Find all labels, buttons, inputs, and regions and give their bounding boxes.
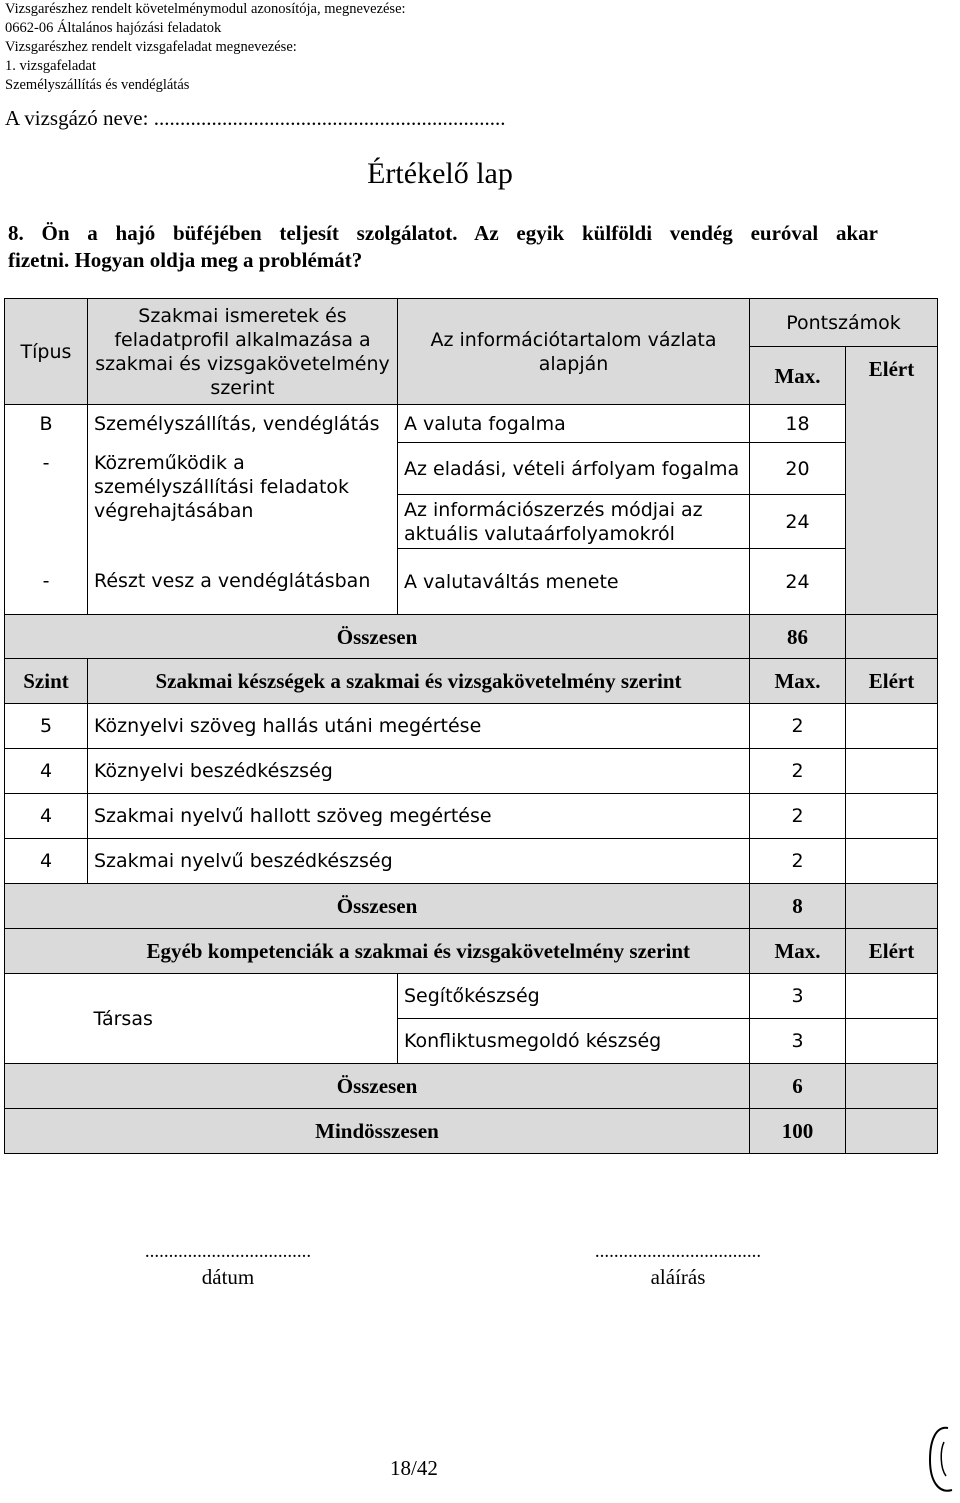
skill-max: 2	[750, 749, 846, 794]
row-profile: Személyszállítás, vendéglátás	[88, 405, 398, 443]
skills-name-header: Szakmai készségek a szakmai és vizsgakövetelmény szerint	[88, 659, 750, 704]
header-line: Vizsgarészhez rendelt vizsgafeladat megnevezése:	[5, 39, 297, 55]
header-line: 1. vizsgafeladat	[5, 58, 96, 74]
signature-line: ...................................	[594, 1241, 762, 1262]
row-info: A valuta fogalma	[398, 405, 750, 443]
skill-level: 4	[5, 839, 88, 884]
skill-level: 4	[5, 749, 88, 794]
skills-total-achieved	[846, 884, 938, 929]
row-info: Az információszerzés módjai az aktuális valutaárfolyamokról	[398, 495, 750, 549]
skill-achieved	[846, 794, 938, 839]
skill-name: Köznyelvi beszédkészség	[88, 749, 750, 794]
other-group: Társas	[88, 974, 398, 1064]
date-line: ...................................	[144, 1241, 312, 1262]
question-line-2: fizetni. Hogyan oldja meg a problémát?	[8, 248, 363, 272]
skill-achieved	[846, 749, 938, 794]
grand-total-label: Mindösszesen	[5, 1109, 750, 1154]
grand-total-value: 100	[750, 1109, 846, 1154]
other-total-label: Összesen	[5, 1064, 750, 1109]
skills-total-value: 8	[750, 884, 846, 929]
page-title: Értékelő lap	[367, 157, 513, 190]
skill-max: 2	[750, 839, 846, 884]
other-max-header: Max.	[750, 929, 846, 974]
row-type: -	[5, 549, 88, 615]
skill-name: Szakmai nyelvű beszédkészség	[88, 839, 750, 884]
skill-achieved	[846, 704, 938, 749]
other-item-name: Segítőkészség	[398, 974, 750, 1019]
row-type: -	[5, 443, 88, 549]
candidate-name-field: A vizsgázó neve: ...................................................................	[5, 106, 506, 130]
skills-achieved-header: Elért	[846, 659, 938, 704]
header-line: Vizsgarészhez rendelt követelménymodul azonosítója, megnevezése:	[5, 1, 406, 17]
evaluation-table	[4, 298, 938, 1154]
col-points-header: Pontszámok	[750, 299, 938, 347]
other-item-max: 3	[750, 974, 846, 1019]
col-max-header: Max.	[750, 347, 846, 405]
skill-level: 5	[5, 704, 88, 749]
skill-name: Köznyelvi szöveg hallás utáni megértése	[88, 704, 750, 749]
skill-max: 2	[750, 704, 846, 749]
other-item-max: 3	[750, 1019, 846, 1064]
row-profile: Közreműködik a személyszállítási feladatok végrehajtásában	[88, 443, 398, 549]
total-achieved	[846, 615, 938, 659]
question-line-1: 8. Ön a hajó büféjében teljesít szolgálatot. Az egyik külföldi vendég euróval akar	[8, 221, 878, 245]
row-max: 20	[750, 443, 846, 495]
col-type-header: Típus	[5, 299, 88, 405]
date-label: dátum	[201, 1265, 255, 1289]
col-profile-header: Szakmai ismeretek és feladatprofil alkalmazása a szakmai és vizsgakövetelmény szerint	[88, 299, 398, 405]
col-achieved-header: Elért	[846, 347, 938, 615]
other-header: Egyéb kompetenciák a szakmai és vizsgakövetelmény szerint	[88, 929, 750, 974]
signature-label: aláírás	[650, 1265, 706, 1289]
skill-name: Szakmai nyelvű hallott szöveg megértése	[88, 794, 750, 839]
skill-level: 4	[5, 794, 88, 839]
other-item-name: Konfliktusmegoldó készség	[398, 1019, 750, 1064]
skill-max: 2	[750, 794, 846, 839]
other-header-spacer	[5, 929, 88, 974]
row-max: 18	[750, 405, 846, 443]
skills-total-label: Összesen	[5, 884, 750, 929]
row-max: 24	[750, 495, 846, 549]
header-line: 0662-06 Általános hajózási feladatok	[5, 20, 222, 36]
row-info: A valutaváltás menete	[398, 549, 750, 615]
total-value: 86	[750, 615, 846, 659]
other-item-achieved	[846, 974, 938, 1019]
row-info: Az eladási, vételi árfolyam fogalma	[398, 443, 750, 495]
grand-total-achieved	[846, 1109, 938, 1154]
skills-max-header: Max.	[750, 659, 846, 704]
handwritten-mark-icon	[918, 1420, 958, 1500]
page-number: 18/42	[390, 1456, 438, 1480]
other-item-achieved	[846, 1019, 938, 1064]
header-line: Személyszállítás és vendéglátás	[5, 77, 190, 93]
skill-achieved	[846, 839, 938, 884]
row-max: 24	[750, 549, 846, 615]
other-total-value: 6	[750, 1064, 846, 1109]
other-achieved-header: Elért	[846, 929, 938, 974]
date-block	[88, 1242, 368, 1290]
skills-level-header: Szint	[5, 659, 88, 704]
other-total-achieved	[846, 1064, 938, 1109]
row-type: B	[5, 405, 88, 443]
other-group-spacer	[5, 974, 88, 1064]
signature-block	[538, 1242, 818, 1290]
row-profile: Részt vesz a vendéglátásban	[88, 549, 398, 615]
total-label: Összesen	[5, 615, 750, 659]
col-info-header: Az információtartalom vázlata alapján	[398, 299, 750, 405]
